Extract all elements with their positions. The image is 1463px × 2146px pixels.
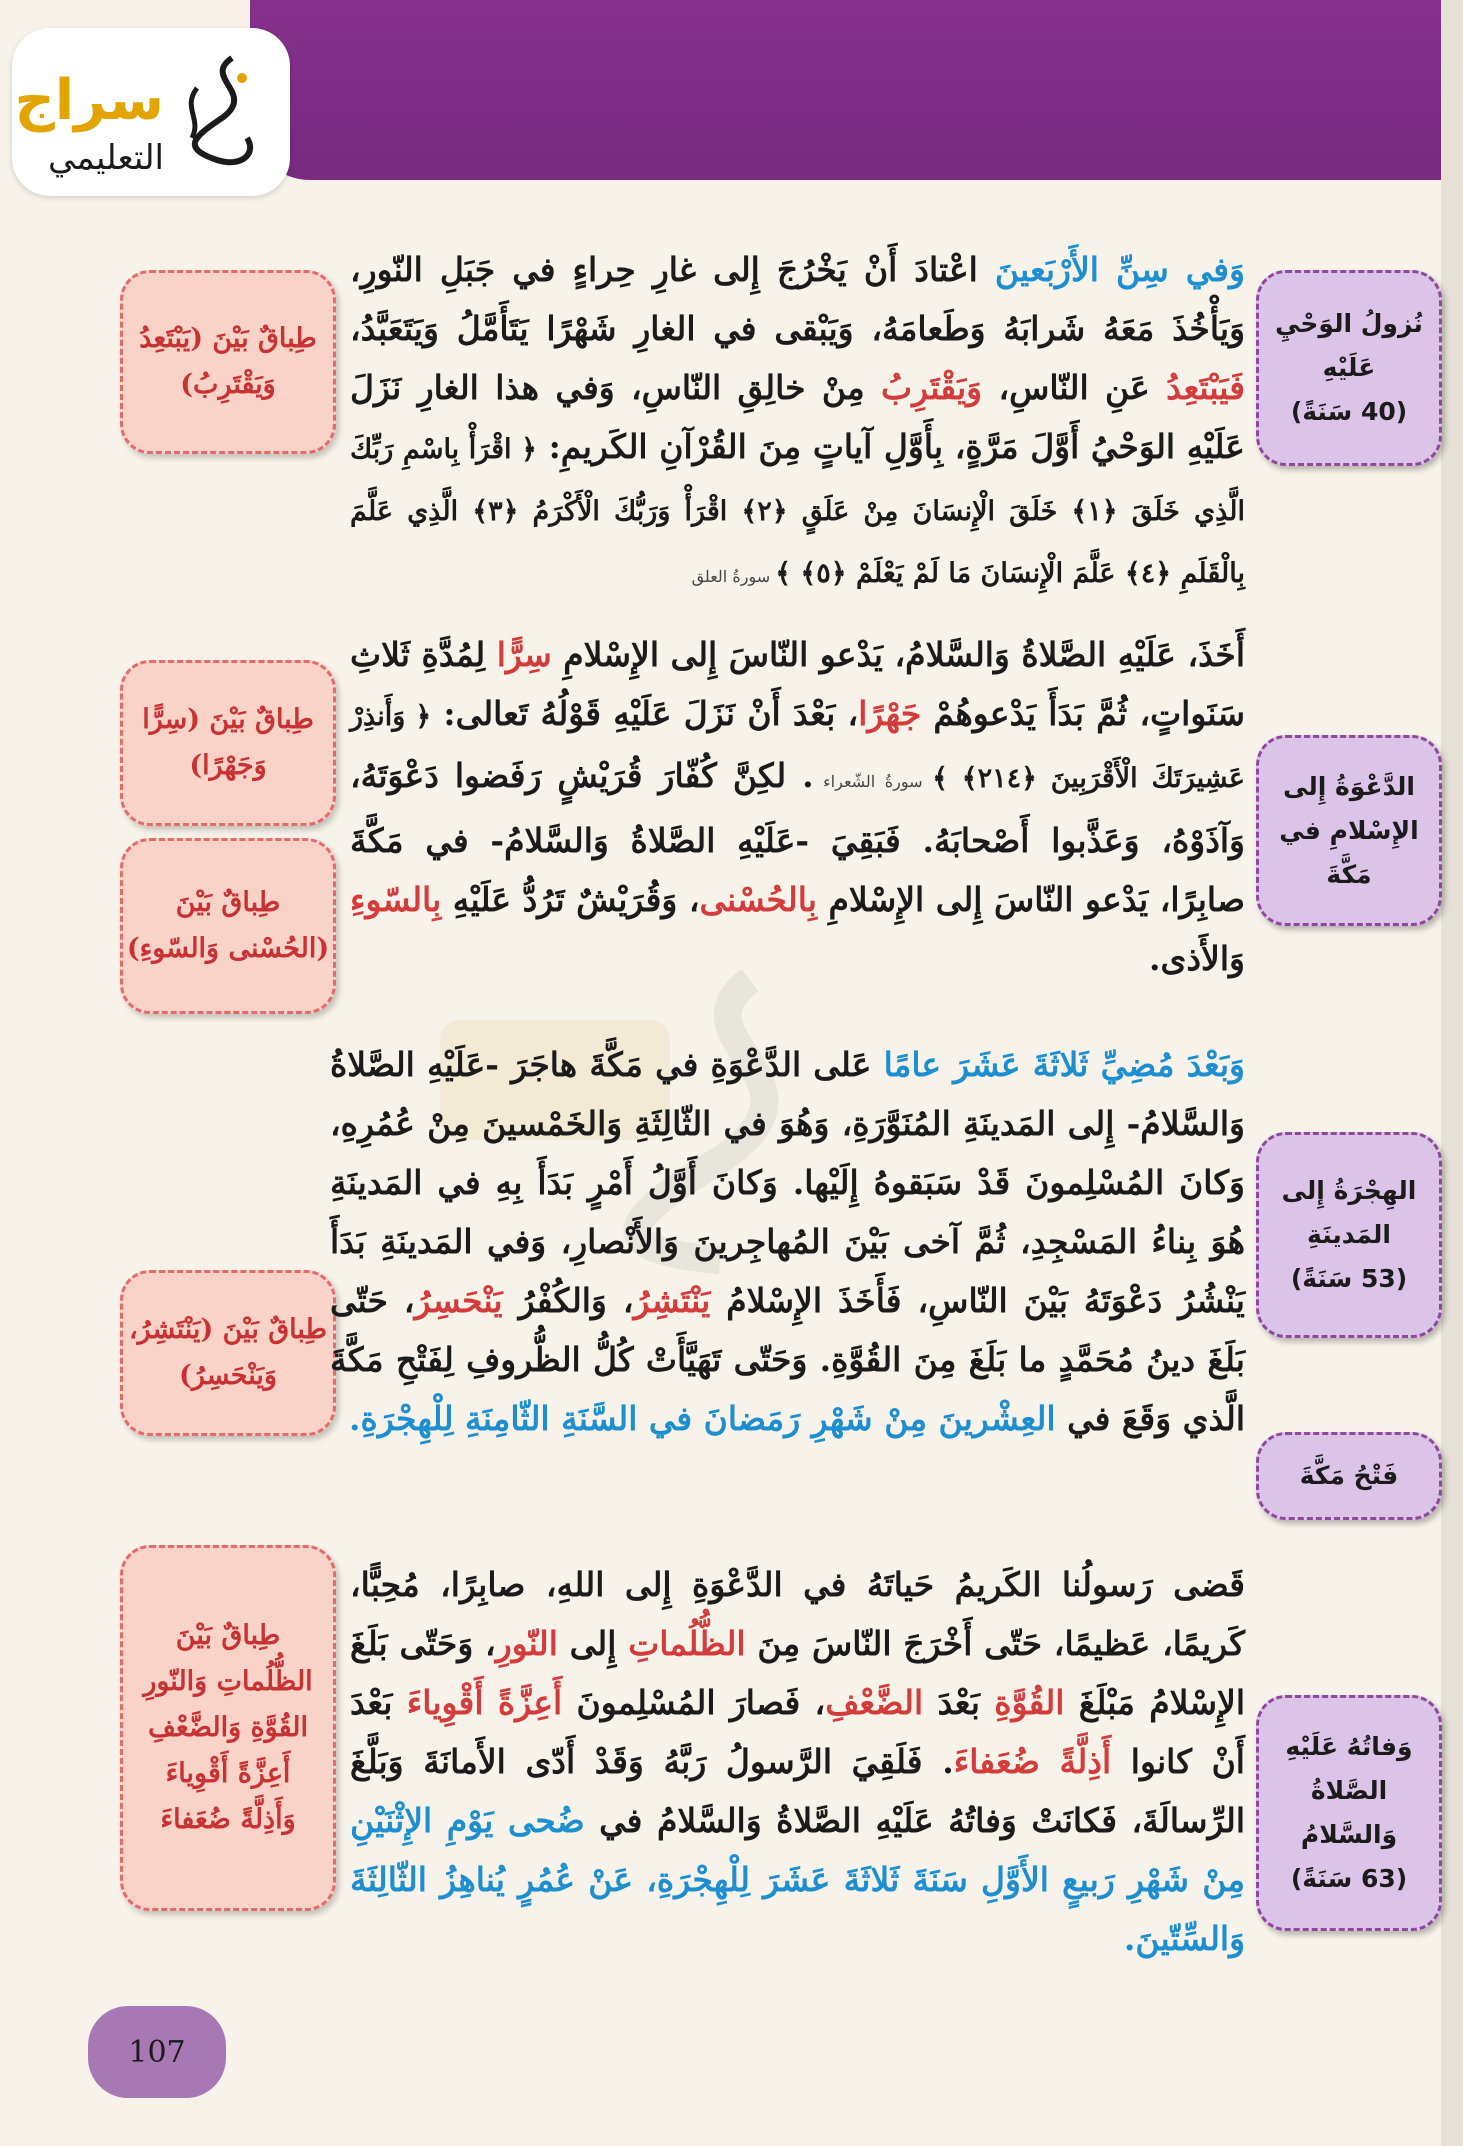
calligraphy-icon [162,48,272,178]
span: . فَلَقِيَ الرَّسولُ رَبَّهُ وَقَدْ أَدّى الأَمانَةَ وَبَلَّغَ الرِّسالَةَ، فَكانَتْ وَفاتُهُ عَلَيْهِ الصَّلاةُ وَالسَّلامُ في [350,1742,1246,1840]
span: ، فَصارَ المُسْلِمونَ [562,1683,826,1722]
paragraph-revelation [350,240,1245,606]
section-label-hijra [1256,1132,1442,1338]
label-title: وَفاتُهُ عَلَيْهِ الصَّلاةُ وَالسَّلامُ [1285,1732,1413,1849]
label-age: (53 سَنَةً) [1290,1264,1408,1293]
span: عَنِ النّاسِ، [982,368,1167,407]
span: ، وَقُرَيْشٌ تَرُدُّ عَلَيْهِ [441,880,700,919]
verse-source: سورةُ العلق [691,567,776,586]
note-line: وَأَذِلَّةً ضُعَفاءَ [160,1804,296,1835]
note-line: أَعِزَّةً أَقْوِياءَ [165,1758,291,1789]
note-antonym-3 [120,838,336,1014]
label-title: الهِجْرَةُ إِلى المَدينَةِ [1281,1176,1417,1249]
span: . لكِنَّ كُفّارَ قُرَيْشٍ رَفَضوا دَعْوَتَهُ، وَآذَوْهُ، وَعَذَّبوا أَصْحابَهُ. فَبَقِيَ -عَلَيْهِ الصَّلاةُ وَالسَّلامُ- في مَكَّةَ صابِرًا، يَدْعو النّاسَ إِلى الإِسْلامِ [350,756,1245,919]
span: اعْتادَ أَنْ يَخْرُجَ إِلى غارِ حِراءٍ في جَبَلِ النّورِ، وَيَأْخُذَ مَعَهُ شَرابَهُ وَطَعامَهُ، وَيَبْقى في الغارِ شَهْرًا يَتَأَمَّلُ وَيَتَعَبَّدُ، [350,250,1246,348]
note-text: طِباقٌ بَيْنَ (الحُسْنى وَالسّوءِ) [126,887,330,964]
span: الظُّلُماتِ [628,1624,746,1663]
span: ، وَحَتّى بَلَغَ الإِسْلامُ مَبْلَغَ [350,1624,1246,1722]
span: إِلى [557,1624,629,1663]
label-title: نُزولُ الوَحْيِ عَلَيْهِ [1275,309,1423,382]
quran-verse: ﴿ وَأَنذِرْ عَشِيرَتَكَ الْأَقْرَبِينَ ﴿٢١٤﴾ ﴾ [350,701,1245,794]
span: وَالأَذى. [1149,939,1245,978]
span: القُوَّةِ [994,1683,1065,1722]
span: بِالحُسْنى [699,880,817,919]
span: العِشْرينَ مِنْ شَهْرِ رَمَضانَ في السَّنَةِ الثّامِنَةِ لِلْهِجْرَةِ. [349,1399,1056,1438]
span: قَضى رَسولُنا الكَريمُ حَياتَهُ في الدَّعْوَةِ إِلى اللهِ، صابِرًا، مُحِبًّا، كَريمًا، عَظيمًا، حَتّى أَخْرَجَ النّاسَ مِنَ [350,1565,1245,1663]
note-line: القُوَّةِ وَالضَّعْفِ [147,1712,309,1743]
header-band [250,0,1463,180]
note-text: طِباقٌ بَيْنَ (سِرًّا وَجَهْرًا) [142,704,314,781]
span: بِالسّوءِ [350,880,442,919]
page-number: 107 [88,2006,226,2098]
span: أَعِزَّةً أَقْوِياءَ [406,1683,563,1722]
label-title: الدَّعْوَةُ إِلى الإِسْلامِ في مَكَّةَ [1279,771,1419,889]
span: ، وَالكُفْرُ [502,1281,634,1320]
logo-subtitle: التعليمي [48,138,164,178]
span: الضَّعْفِ [825,1683,924,1722]
quran-verse: ﴿ اقْرَأْ بِاسْمِ رَبِّكَ الَّذِي خَلَقَ ﴿١﴾ خَلَقَ الْإِنسَانَ مِنْ عَلَقٍ ﴿٢﴾ اقْرَأْ وَرَبُّكَ الْأَكْرَمُ ﴿٣﴾ الَّذِي عَلَّمَ بِالْقَلَمِ ﴿٤﴾ عَلَّمَ الْإِنسَانَ مَا لَمْ يَعْلَمْ ﴿٥﴾ ﴾ [350,434,1246,589]
note-antonym-5 [120,1545,336,1911]
span: عَلى الدَّعْوَةِ في مَكَّةَ هاجَرَ -عَلَيْهِ الصَّلاةُ وَالسَّلامُ- إِلى المَدينَةِ المُنَوَّرَةِ، وَهُوَ في الثّالِثَةِ وَالخَمْسينَ مِنْ عُمُرِهِ، وَكانَ المُسْلِمونَ قَدْ سَبَقوهُ إِلَيْها. وَكانَ أَوَّلُ أَمْرٍ بَدَأَ بِهِ في المَدينَةِ هُوَ بِناءُ المَسْجِدِ، ثُمَّ آخى بَيْنَ المُهاجِرينَ وَالأَنْصارِ، وَفي المَدينَةِ بَدَأَ يَنْشُرُ دَعْوَتَهُ بَيْنَ النّاسِ، فَأَخَذَ الإِسْلامُ [330,1045,1245,1320]
label-age: (40 سَنَةً) [1290,397,1408,426]
verse-source: سورةُ الشّعراء [813,772,933,791]
span: وَفي سِنِّ الأَرْبَعينَ [994,250,1245,289]
span: ، حَتّى بَلَغَ دينُ مُحَمَّدٍ ما بَلَغَ مِنَ القُوَّةِ. وَحَتّى تَهَيَّأَتْ كُلُّ الظُّروفِ لِفَتْحِ مَكَّةَ الَّذي وَقَعَ في [330,1281,1245,1438]
span: جَهْرًا [858,694,922,733]
section-label-dawah [1256,735,1442,926]
span: يَنْتَشِرُ [633,1281,711,1320]
note-line: الظُّلُماتِ وَالنّورِ [143,1666,313,1697]
note-antonym-1 [120,270,336,454]
span: وَبَعْدَ مُضِيِّ ثَلاثَةَ عَشَرَ عامًا [883,1045,1245,1084]
span: مِنْ خالِقِ النّاسِ، وَفي هذا الغارِ نَزَلَ عَلَيْهِ الوَحْيُ أَوَّلَ مَرَّةٍ، بِأَوَّلِ آياتٍ مِنَ القُرْآنِ الكَريمِ: [350,368,1246,466]
paragraph-dawah [350,625,1245,988]
note-line: طِباقٌ بَيْنَ [175,1620,281,1651]
note-antonym-4 [120,1270,336,1436]
span: أَخَذَ، عَلَيْهِ الصَّلاةُ وَالسَّلامُ، يَدْعو النّاسَ إِلى الإِسْلامِ [551,635,1245,674]
label-age: (63 سَنَةً) [1290,1864,1408,1893]
span: يَنْحَسِرُ [414,1281,503,1320]
note-antonym-2 [120,660,336,826]
page-edge [1441,0,1463,2146]
span: لِمُدَّةِ ثَلاثِ سَنَواتٍ، ثُمَّ بَدَأَ يَدْعوهُمْ [350,635,1245,733]
paragraph-hijra [330,1035,1245,1448]
span: بَعْدَ أَنْ كانوا [350,1683,1245,1781]
span: ضُحى يَوْمِ الإِثْنَيْنِ مِنْ شَهْرِ رَبيعٍ الأَوَّلِ سَنَةَ ثَلاثَةَ عَشَرَ لِلْهِجْرَةِ، عَنْ عُمُرٍ يُناهِزُ الثّالِثَةَ وَالسِّتّينَ. [350,1801,1245,1958]
span: سِرًّا [496,635,552,674]
span: بَعْدَ [923,1683,995,1722]
label-title: فَتْحُ مَكَّةَ [1299,1461,1399,1490]
section-label-revelation [1256,270,1442,466]
section-label-conquest [1256,1432,1442,1520]
span: ، بَعْدَ أَنْ نَزَلَ عَلَيْهِ قَوْلُهُ تَعالى: [431,694,859,733]
logo-title: سراج [14,68,164,133]
logo [12,28,290,196]
note-text: طِباقٌ بَيْنَ (يَبْتَعِدُ وَيَقْتَرِبُ) [139,323,317,400]
span: أَذِلَّةً ضُعَفاءَ [953,1742,1112,1781]
section-label-death [1256,1695,1442,1931]
span: النّورِ [495,1624,558,1663]
span: فَيَبْتَعِدُ [1166,368,1246,407]
paragraph-death [350,1555,1245,1968]
note-text: طِباقٌ بَيْنَ (يَنْتَشِرُ، وَيَنْحَسِرُ) [128,1314,328,1391]
span: وَيَقْتَرِبُ [881,368,983,407]
